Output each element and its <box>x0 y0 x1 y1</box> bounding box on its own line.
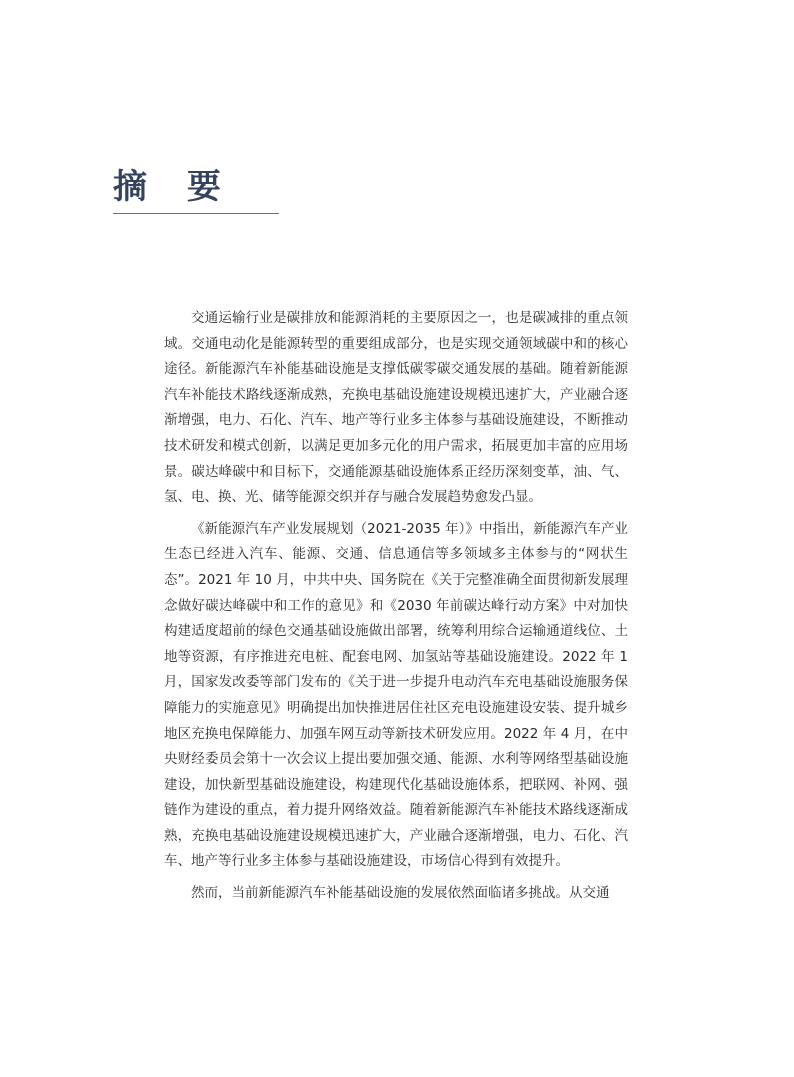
body-text <box>164 306 628 913</box>
paragraph-1: 交通运输行业是碳排放和能源消耗的主要原因之一，也是碳减排的重点领域。交通电动化是能源转型的重要组成部分，也是实现交通领域碳中和的核心途径。新能源汽车补能基础设施是支撑低碳零碳交通发展的基础。随着新能源汽车补能技术路线逐渐成熟，充换电基础设施建设规模迅速扩大，产业融合逐渐增强，电力、石化、汽车、地产等行业多主体参与基础设施建设，不断推动技术研发和模式创新，以满足更加多元化的用户需求，拓展更加丰富的应用场景。碳达峰碳中和目标下，交通能源基础设施体系正经历深刻变革，油、气、氢、电、换、光、储等能源交织并存与融合发展趋势愈发凸显。 <box>164 310 628 506</box>
paragraph-2: 《新能源汽车产业发展规划（2021-2035 年）》中指出，新能源汽车产业生态已经进入汽车、能源、交通、信息通信等多领域多主体参与的“网状生态”。2021 年 10 月，中共中央、国务院在《关于完整准确全面贯彻新发展理念做好碳达峰碳中和工作的意见》和《2030 年前碳达峰行动方案》中对加快构建适度超前的绿色交通基础设施做出部署，统筹利用综合运输通道线位、土地等资源，有序推进充电桩、配套电网、加氢站等基础设施建设。2022 年 1 月，国家发改委等部门发布的《关于进一步提升电动汽车充电基础设施服务保障能力的实施意见》明确提出加快推进居住社区充电设施建设安装、提升城乡地区充换电保障能力、加强车网互动等新技术研发应用。2022 年 4 月，在中央财经委员会第十一次会议上提出要加强交通、能源、水利等网络型基础设施建设，加快新型基础设施建设，构建现代化基础设施体系，把联网、补网、强链作为建设的重点，着力提升网络效益。随着新能源汽车补能技术路线逐渐成熟，充换电基础设施建设规模迅速扩大，产业融合逐渐增强，电力、石化、汽车、地产等行业多主体参与基础设施建设，市场信心得到有效提升。 <box>164 520 628 870</box>
title-underline <box>113 213 279 214</box>
paragraph-3: 然而，当前新能源汽车补能基础设施的发展依然面临诸多挑战。从交通 <box>191 885 610 902</box>
page-title: 摘 要 <box>113 167 235 207</box>
